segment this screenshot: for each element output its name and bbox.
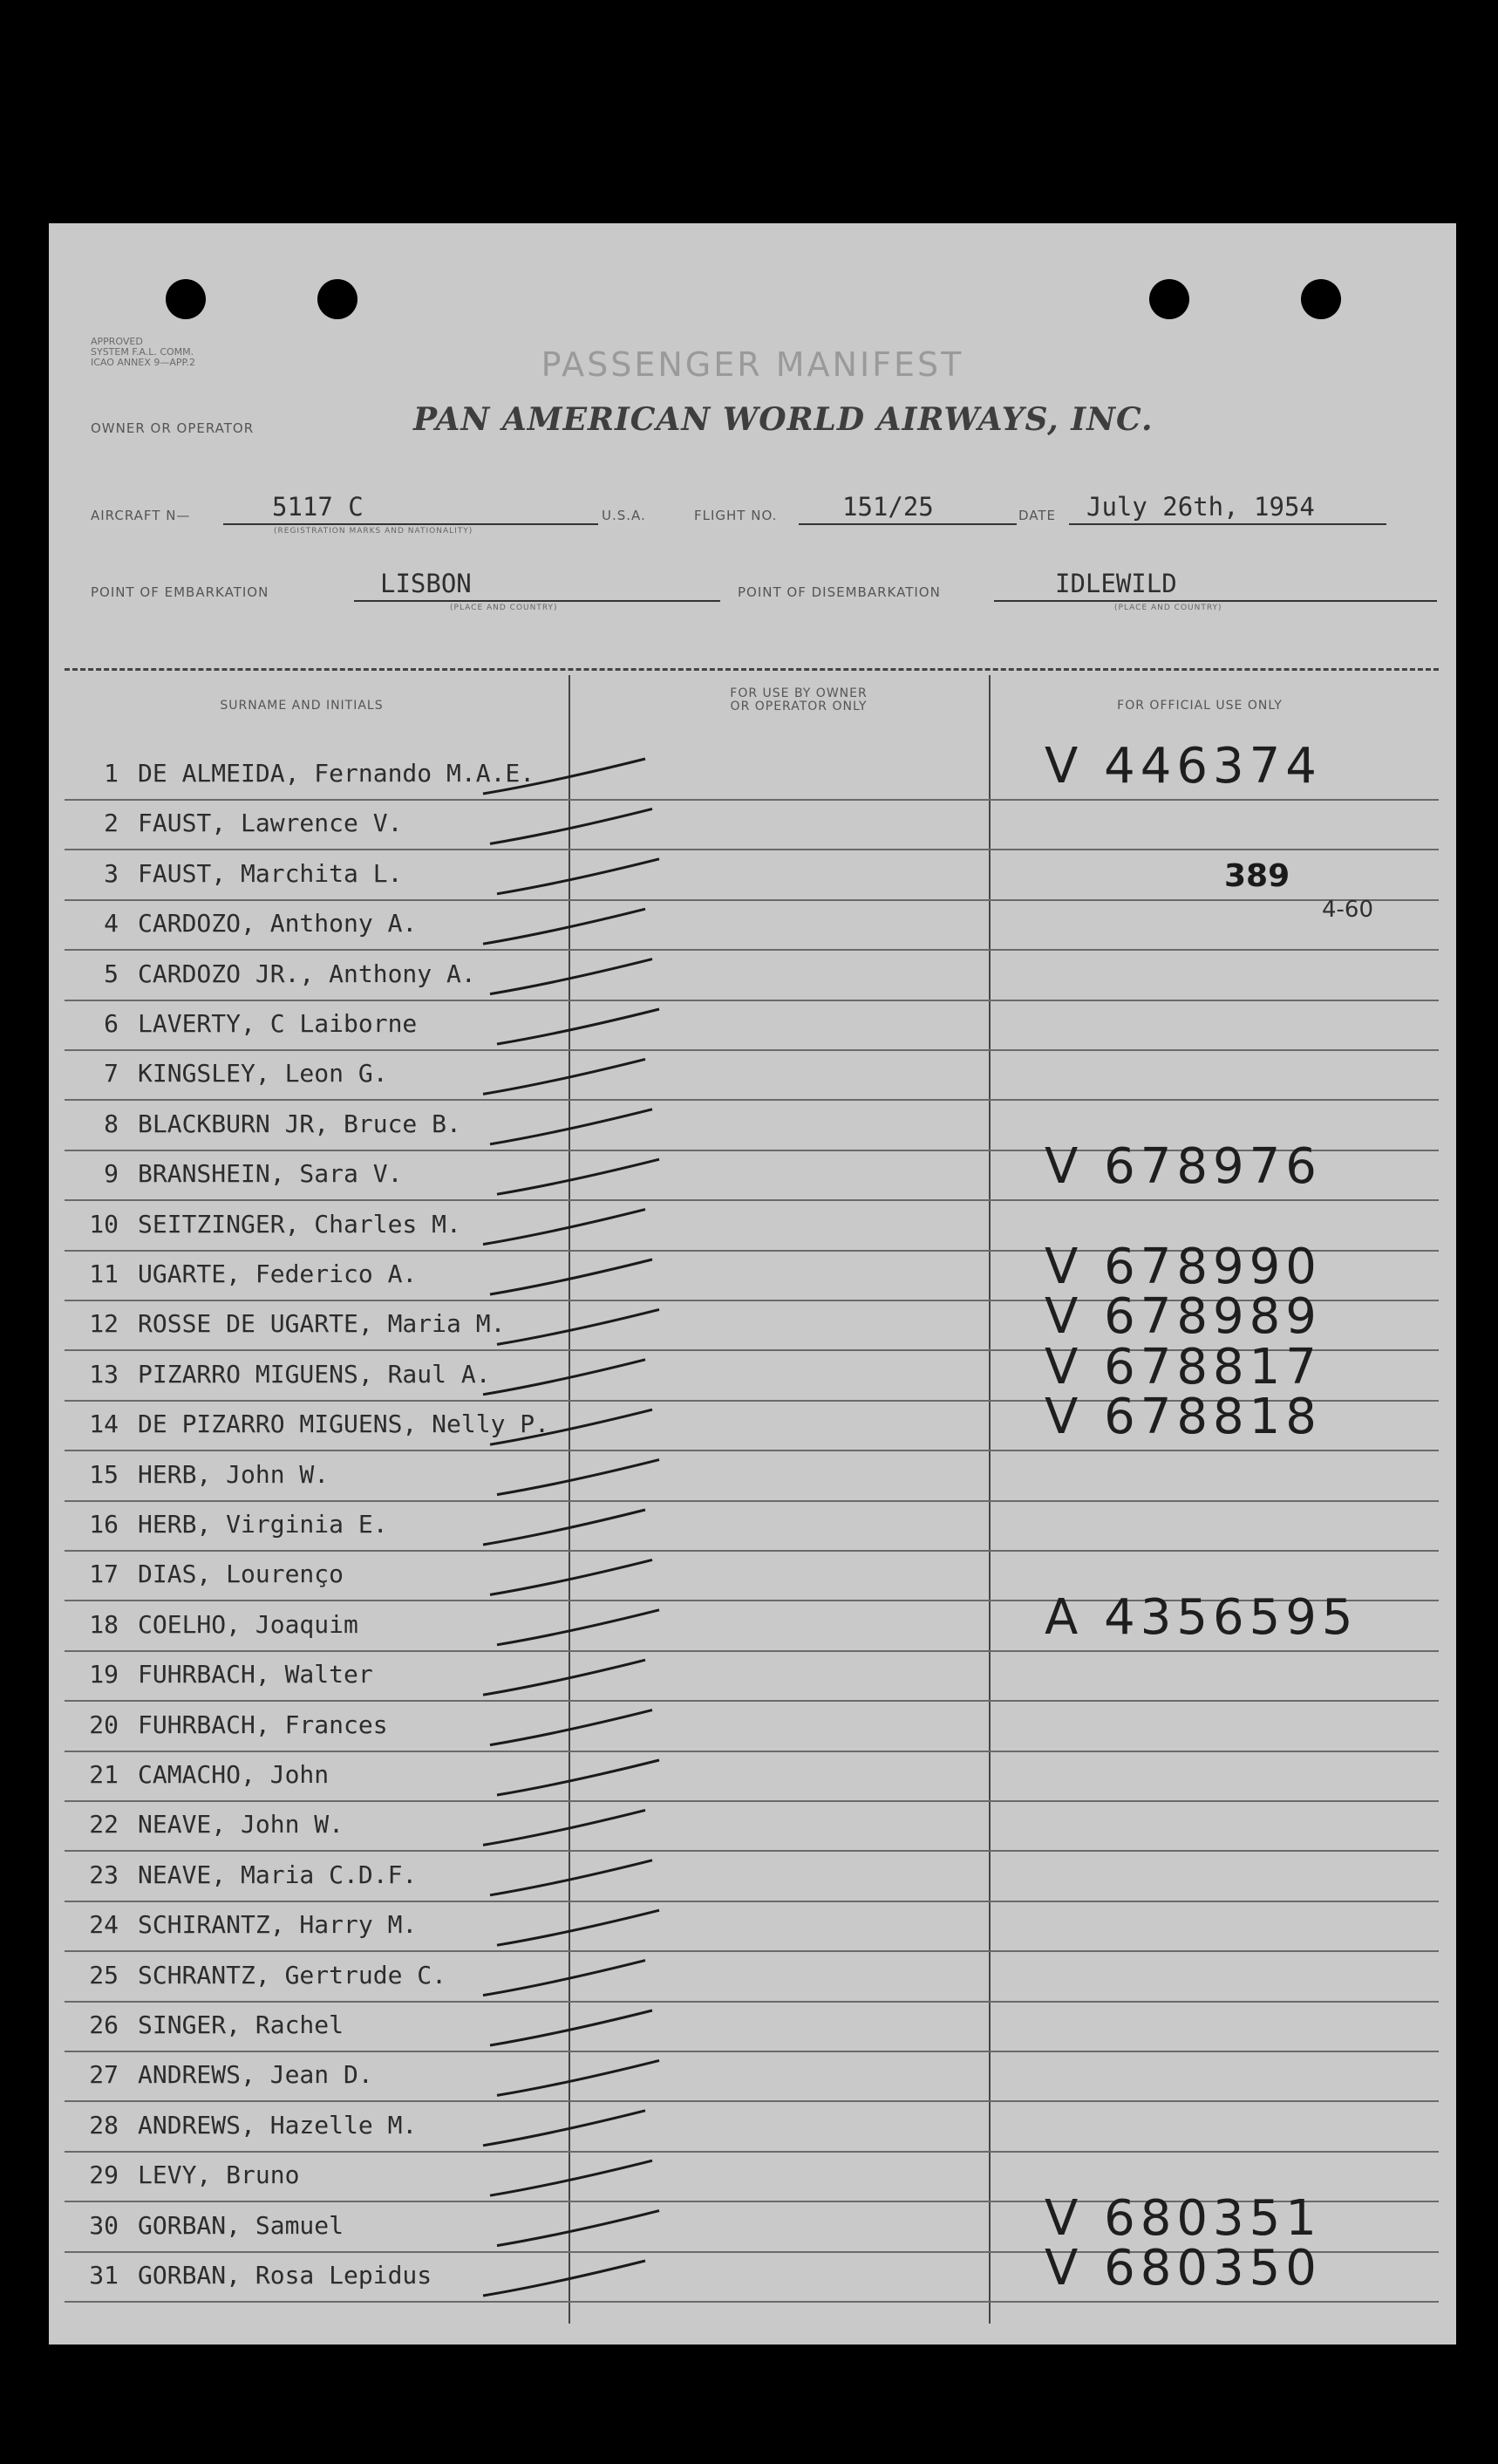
passenger-name: COELHO, Joaquim bbox=[138, 1609, 358, 1639]
check-mark bbox=[483, 759, 645, 794]
passenger-number: 28 bbox=[89, 2110, 119, 2140]
check-mark bbox=[483, 1810, 645, 1845]
passenger-number: 6 bbox=[104, 1009, 119, 1038]
passenger-number: 5 bbox=[104, 959, 119, 988]
passenger-number: 22 bbox=[89, 1810, 119, 1839]
check-mark bbox=[490, 2160, 652, 2195]
check-mark bbox=[483, 909, 645, 944]
official-entry: V 680350 bbox=[1045, 2240, 1322, 2297]
passenger-number: 12 bbox=[89, 1309, 119, 1339]
passenger-number: 17 bbox=[89, 1560, 119, 1589]
checkmark-layer bbox=[49, 223, 1456, 2345]
check-mark bbox=[483, 1360, 645, 1395]
approval-line: ICAO ANNEX 9—APP.2 bbox=[91, 357, 195, 368]
approval-line: SYSTEM F.A.L. COMM. bbox=[91, 346, 194, 358]
passenger-name: SINGER, Rachel bbox=[138, 2010, 344, 2039]
passenger-name: FAUST, Lawrence V. bbox=[138, 809, 403, 838]
passenger-name: SEITZINGER, Charles M. bbox=[138, 1209, 461, 1239]
passenger-name: CARDOZO, Anthony A. bbox=[138, 909, 418, 939]
col-header-owner: FOR USE BY OWNER OR OPERATOR ONLY bbox=[730, 686, 868, 713]
flight-value: 151/25 bbox=[842, 492, 934, 522]
check-mark bbox=[490, 1109, 652, 1144]
check-mark bbox=[483, 2111, 645, 2146]
check-mark bbox=[490, 1860, 652, 1895]
passenger-number: 29 bbox=[89, 2160, 119, 2190]
check-mark bbox=[497, 1460, 659, 1495]
passenger-number: 15 bbox=[89, 1459, 119, 1489]
passenger-number: 30 bbox=[89, 2210, 119, 2240]
passenger-number: 26 bbox=[89, 2010, 119, 2039]
date-value: July 26th, 1954 bbox=[1086, 492, 1315, 522]
passenger-number: 8 bbox=[104, 1109, 119, 1138]
check-mark bbox=[490, 1710, 652, 1745]
country-label: U.S.A. bbox=[602, 508, 646, 523]
passenger-name: UGARTE, Federico A. bbox=[138, 1259, 418, 1288]
embark-sub: (PLACE AND COUNTRY) bbox=[450, 604, 558, 612]
check-mark bbox=[483, 1059, 645, 1094]
aircraft-label: AIRCRAFT N— bbox=[91, 508, 191, 523]
approval-line: APPROVED bbox=[91, 336, 143, 347]
check-mark bbox=[490, 959, 652, 994]
disembark-value: IDLEWILD bbox=[1055, 569, 1177, 598]
passenger-name: KINGSLEY, Leon G. bbox=[138, 1059, 388, 1089]
passenger-number: 3 bbox=[104, 858, 119, 888]
passenger-number: 9 bbox=[104, 1159, 119, 1189]
official-entry: V 678818 bbox=[1045, 1389, 1322, 1446]
passenger-name: LAVERTY, C Laiborne bbox=[138, 1009, 418, 1038]
passenger-number: 1 bbox=[104, 759, 119, 788]
passenger-number: 21 bbox=[89, 1760, 119, 1789]
passenger-name: DIAS, Lourenço bbox=[138, 1560, 344, 1589]
check-mark bbox=[490, 809, 652, 843]
passenger-name: BLACKBURN JR, Bruce B. bbox=[138, 1109, 461, 1138]
form-title: PASSENGER MANIFEST bbox=[541, 345, 964, 384]
official-entry: V 446374 bbox=[1045, 738, 1322, 795]
passenger-number: 27 bbox=[89, 2060, 119, 2090]
passenger-name: LEVY, Bruno bbox=[138, 2160, 300, 2190]
passenger-number: 13 bbox=[89, 1359, 119, 1389]
disembark-sub: (PLACE AND COUNTRY) bbox=[1114, 604, 1222, 612]
official-entry: V 680351 bbox=[1045, 2189, 1322, 2247]
passenger-number: 7 bbox=[104, 1059, 119, 1089]
passenger-name: DE ALMEIDA, Fernando M.A.E. bbox=[138, 759, 535, 788]
passenger-name: FUHRBACH, Walter bbox=[138, 1660, 373, 1689]
flight-label: FLIGHT NO. bbox=[694, 508, 778, 523]
aircraft-value: 5117 C bbox=[272, 492, 364, 522]
passenger-number: 18 bbox=[89, 1609, 119, 1639]
passenger-number: 19 bbox=[89, 1660, 119, 1689]
official-entry: V 678976 bbox=[1045, 1138, 1322, 1196]
check-mark bbox=[497, 2211, 659, 2246]
disembark-label: POINT OF DISEMBARKATION bbox=[738, 584, 941, 600]
official-entry: A 4356595 bbox=[1045, 1588, 1358, 1646]
passenger-name: PIZARRO MIGUENS, Raul A. bbox=[138, 1359, 491, 1389]
passenger-name: SCHRANTZ, Gertrude C. bbox=[138, 1960, 447, 1990]
check-mark bbox=[497, 1910, 659, 1945]
passenger-name: CARDOZO JR., Anthony A. bbox=[138, 959, 476, 988]
passenger-number: 23 bbox=[89, 1860, 119, 1889]
date-label: DATE bbox=[1018, 508, 1057, 523]
passenger-number: 4 bbox=[104, 909, 119, 939]
check-mark bbox=[497, 1159, 659, 1194]
check-mark bbox=[490, 1259, 652, 1294]
check-mark bbox=[497, 2060, 659, 2095]
passenger-name: SCHIRANTZ, Harry M. bbox=[138, 1910, 418, 1940]
passenger-number: 24 bbox=[89, 1910, 119, 1940]
check-mark bbox=[490, 1560, 652, 1594]
passenger-number: 11 bbox=[89, 1259, 119, 1288]
passenger-name: CAMACHO, John bbox=[138, 1760, 330, 1789]
passenger-number: 20 bbox=[89, 1710, 119, 1739]
check-mark bbox=[497, 1309, 659, 1344]
manifest-page bbox=[49, 223, 1456, 2345]
embark-label: POINT OF EMBARKATION bbox=[91, 584, 269, 600]
passenger-number: 14 bbox=[89, 1409, 119, 1439]
check-mark bbox=[490, 2010, 652, 2045]
passenger-name: FUHRBACH, Frances bbox=[138, 1710, 388, 1739]
check-mark bbox=[497, 1610, 659, 1645]
passenger-name: NEAVE, Maria C.D.F. bbox=[138, 1860, 418, 1889]
aircraft-sub: (REGISTRATION MARKS AND NATIONALITY) bbox=[274, 527, 473, 536]
passenger-name: GORBAN, Rosa Lepidus bbox=[138, 2261, 432, 2290]
passenger-number: 2 bbox=[104, 809, 119, 838]
check-mark bbox=[483, 2261, 645, 2296]
passenger-name: NEAVE, John W. bbox=[138, 1810, 344, 1839]
official-entry: V 678990 bbox=[1045, 1239, 1322, 1295]
passenger-name: BRANSHEIN, Sara V. bbox=[138, 1159, 403, 1189]
passenger-name: HERB, John W. bbox=[138, 1459, 330, 1489]
check-mark bbox=[483, 1961, 645, 1996]
col-header-names: SURNAME AND INITIALS bbox=[220, 699, 384, 713]
passenger-number: 25 bbox=[89, 1960, 119, 1990]
passenger-name: HERB, Virginia E. bbox=[138, 1510, 388, 1539]
official-entry: V 678817 bbox=[1045, 1338, 1322, 1396]
passenger-name: ANDREWS, Jean D. bbox=[138, 2060, 373, 2090]
owner-label: OWNER OR OPERATOR bbox=[91, 420, 255, 436]
passenger-name: ANDREWS, Hazelle M. bbox=[138, 2110, 418, 2140]
embark-value: LISBON bbox=[380, 569, 472, 598]
passenger-name: DE PIZARRO MIGUENS, Nelly P. bbox=[138, 1409, 550, 1439]
official-entry: V 678989 bbox=[1045, 1288, 1322, 1346]
stamp-number: 389 bbox=[1224, 858, 1290, 894]
side-note: 4-60 bbox=[1322, 897, 1374, 923]
passenger-number: 10 bbox=[89, 1209, 119, 1239]
col-header-official: FOR OFFICIAL USE ONLY bbox=[1117, 699, 1283, 713]
check-mark bbox=[497, 859, 659, 894]
check-mark bbox=[483, 1660, 645, 1695]
passenger-name: FAUST, Marchita L. bbox=[138, 858, 403, 888]
passenger-number: 16 bbox=[89, 1510, 119, 1539]
operator-name: PAN AMERICAN WORLD AIRWAYS, INC. bbox=[413, 401, 1154, 438]
passenger-name: ROSSE DE UGARTE, Maria M. bbox=[138, 1309, 506, 1339]
check-mark bbox=[490, 1409, 652, 1444]
passenger-name: GORBAN, Samuel bbox=[138, 2210, 344, 2240]
check-mark bbox=[497, 1760, 659, 1795]
passenger-number: 31 bbox=[89, 2261, 119, 2290]
check-mark bbox=[483, 1510, 645, 1545]
check-mark bbox=[497, 1009, 659, 1044]
check-mark bbox=[483, 1210, 645, 1245]
